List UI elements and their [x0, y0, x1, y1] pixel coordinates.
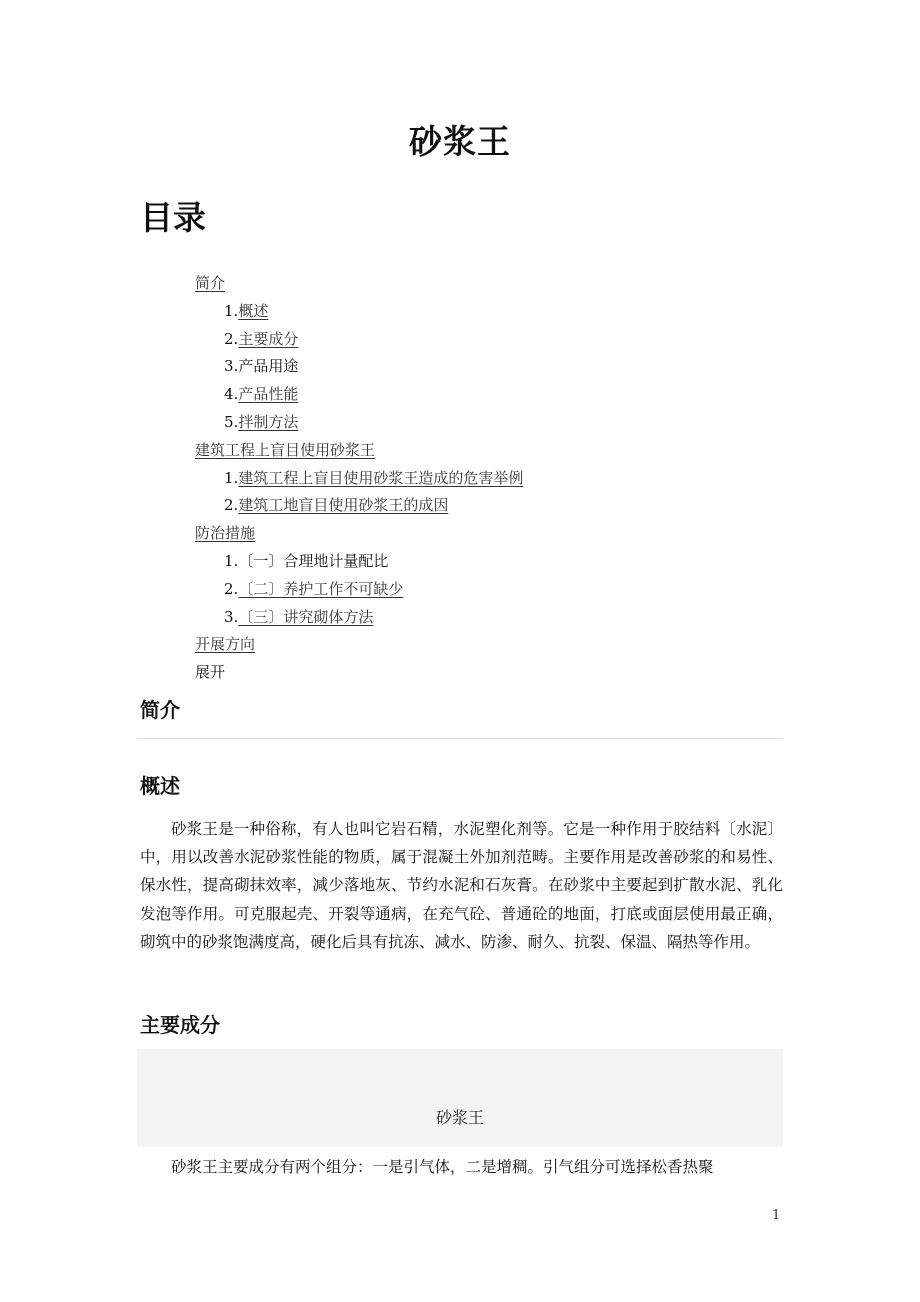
toc-text-ratio: 〔一〕合理地计量配比 [238, 551, 389, 570]
toc-link-components[interactable]: 主要成分 [238, 329, 299, 348]
toc-text-uses: 产品用途 [238, 357, 299, 376]
figure-placeholder [137, 1049, 783, 1147]
toc-item-mixing: 5.拌制方法 [224, 412, 299, 431]
section-heading-intro: 简介 [140, 698, 180, 722]
toc-item-masonry: 3.〔三〕讲究砌体方法 [224, 607, 374, 626]
toc-item-components: 2.主要成分 [224, 329, 299, 348]
section-heading-overview: 概述 [140, 774, 180, 798]
toc-item-ratio: 1.〔一〕合理地计量配比 [224, 551, 389, 570]
toc-link-causes[interactable]: 建筑工地盲目使用砂浆王的成因 [238, 496, 449, 515]
overview-paragraph: 砂浆王是一种俗称，有人也叫它岩石精，水泥塑化剂等。它是一种作用于胶结料〔水泥〕中，用以改善水泥砂浆性能的物质，属于混凝土外加剂范畴。主要作用是改善砂浆的和易性、保水性，提高砌抹效率，减少落地灰、节约水泥和石灰膏。在砂浆中主要起到扩散水泥、乳化发泡等作用。可克服起壳、开裂等通病，在充气砼、普通砼的地面，打底或面层使用最正确，砌筑中的砂浆饱满度高，硬化后具有抗冻、减水、防渗、耐久、抗裂、保温、隔热等作用。 [140, 820, 783, 951]
toc-expand-text[interactable]: 展开 [195, 663, 226, 682]
toc-link-blind-use[interactable]: 建筑工程上盲目使用砂浆王 [195, 440, 376, 459]
toc-link-harm-examples[interactable]: 建筑工程上盲目使用砂浆王造成的危害举例 [238, 468, 524, 487]
toc-item-causes: 2.建筑工地盲目使用砂浆王的成因 [224, 496, 449, 515]
toc-item-curing: 2.〔二〕养护工作不可缺少 [224, 579, 404, 598]
page-number: 1 [772, 1208, 781, 1223]
section-heading-components: 主要成分 [140, 1013, 220, 1037]
toc-link-curing[interactable]: 〔二〕养护工作不可缺少 [238, 579, 404, 598]
toc-item-prevention [195, 520, 523, 548]
toc-item-harm-examples: 1.建筑工程上盲目使用砂浆王造成的危害举例 [224, 468, 524, 487]
toc-link-overview[interactable]: 概述 [238, 301, 269, 320]
toc-link-mixing[interactable]: 拌制方法 [238, 412, 299, 431]
toc-link-prevention[interactable]: 防治措施 [195, 524, 256, 543]
toc-item-development [195, 631, 523, 659]
toc-item-expand [195, 659, 523, 687]
toc-link-development[interactable]: 开展方向 [195, 635, 256, 654]
toc-link-masonry[interactable]: 〔三〕讲究砌体方法 [238, 607, 374, 626]
toc-heading: 目录 [140, 198, 206, 237]
section-divider [137, 738, 783, 739]
figure-caption: 砂浆王 [435, 1108, 484, 1127]
toc-item-blind-use [195, 437, 523, 465]
toc-link-performance[interactable]: 产品性能 [238, 385, 299, 404]
table-of-contents [195, 270, 523, 687]
toc-item-overview: 1.概述 [224, 301, 269, 320]
toc-item-intro [195, 270, 523, 298]
toc-item-uses: 3.产品用途 [224, 357, 299, 376]
document-title: 砂浆王 [409, 122, 511, 161]
components-paragraph: 砂浆王主要成分有两个组分：一是引气体，二是增稠。引气组分可选择松香热聚 [171, 1158, 714, 1176]
toc-item-performance: 4.产品性能 [224, 385, 299, 404]
toc-link-intro[interactable]: 简介 [195, 274, 226, 292]
